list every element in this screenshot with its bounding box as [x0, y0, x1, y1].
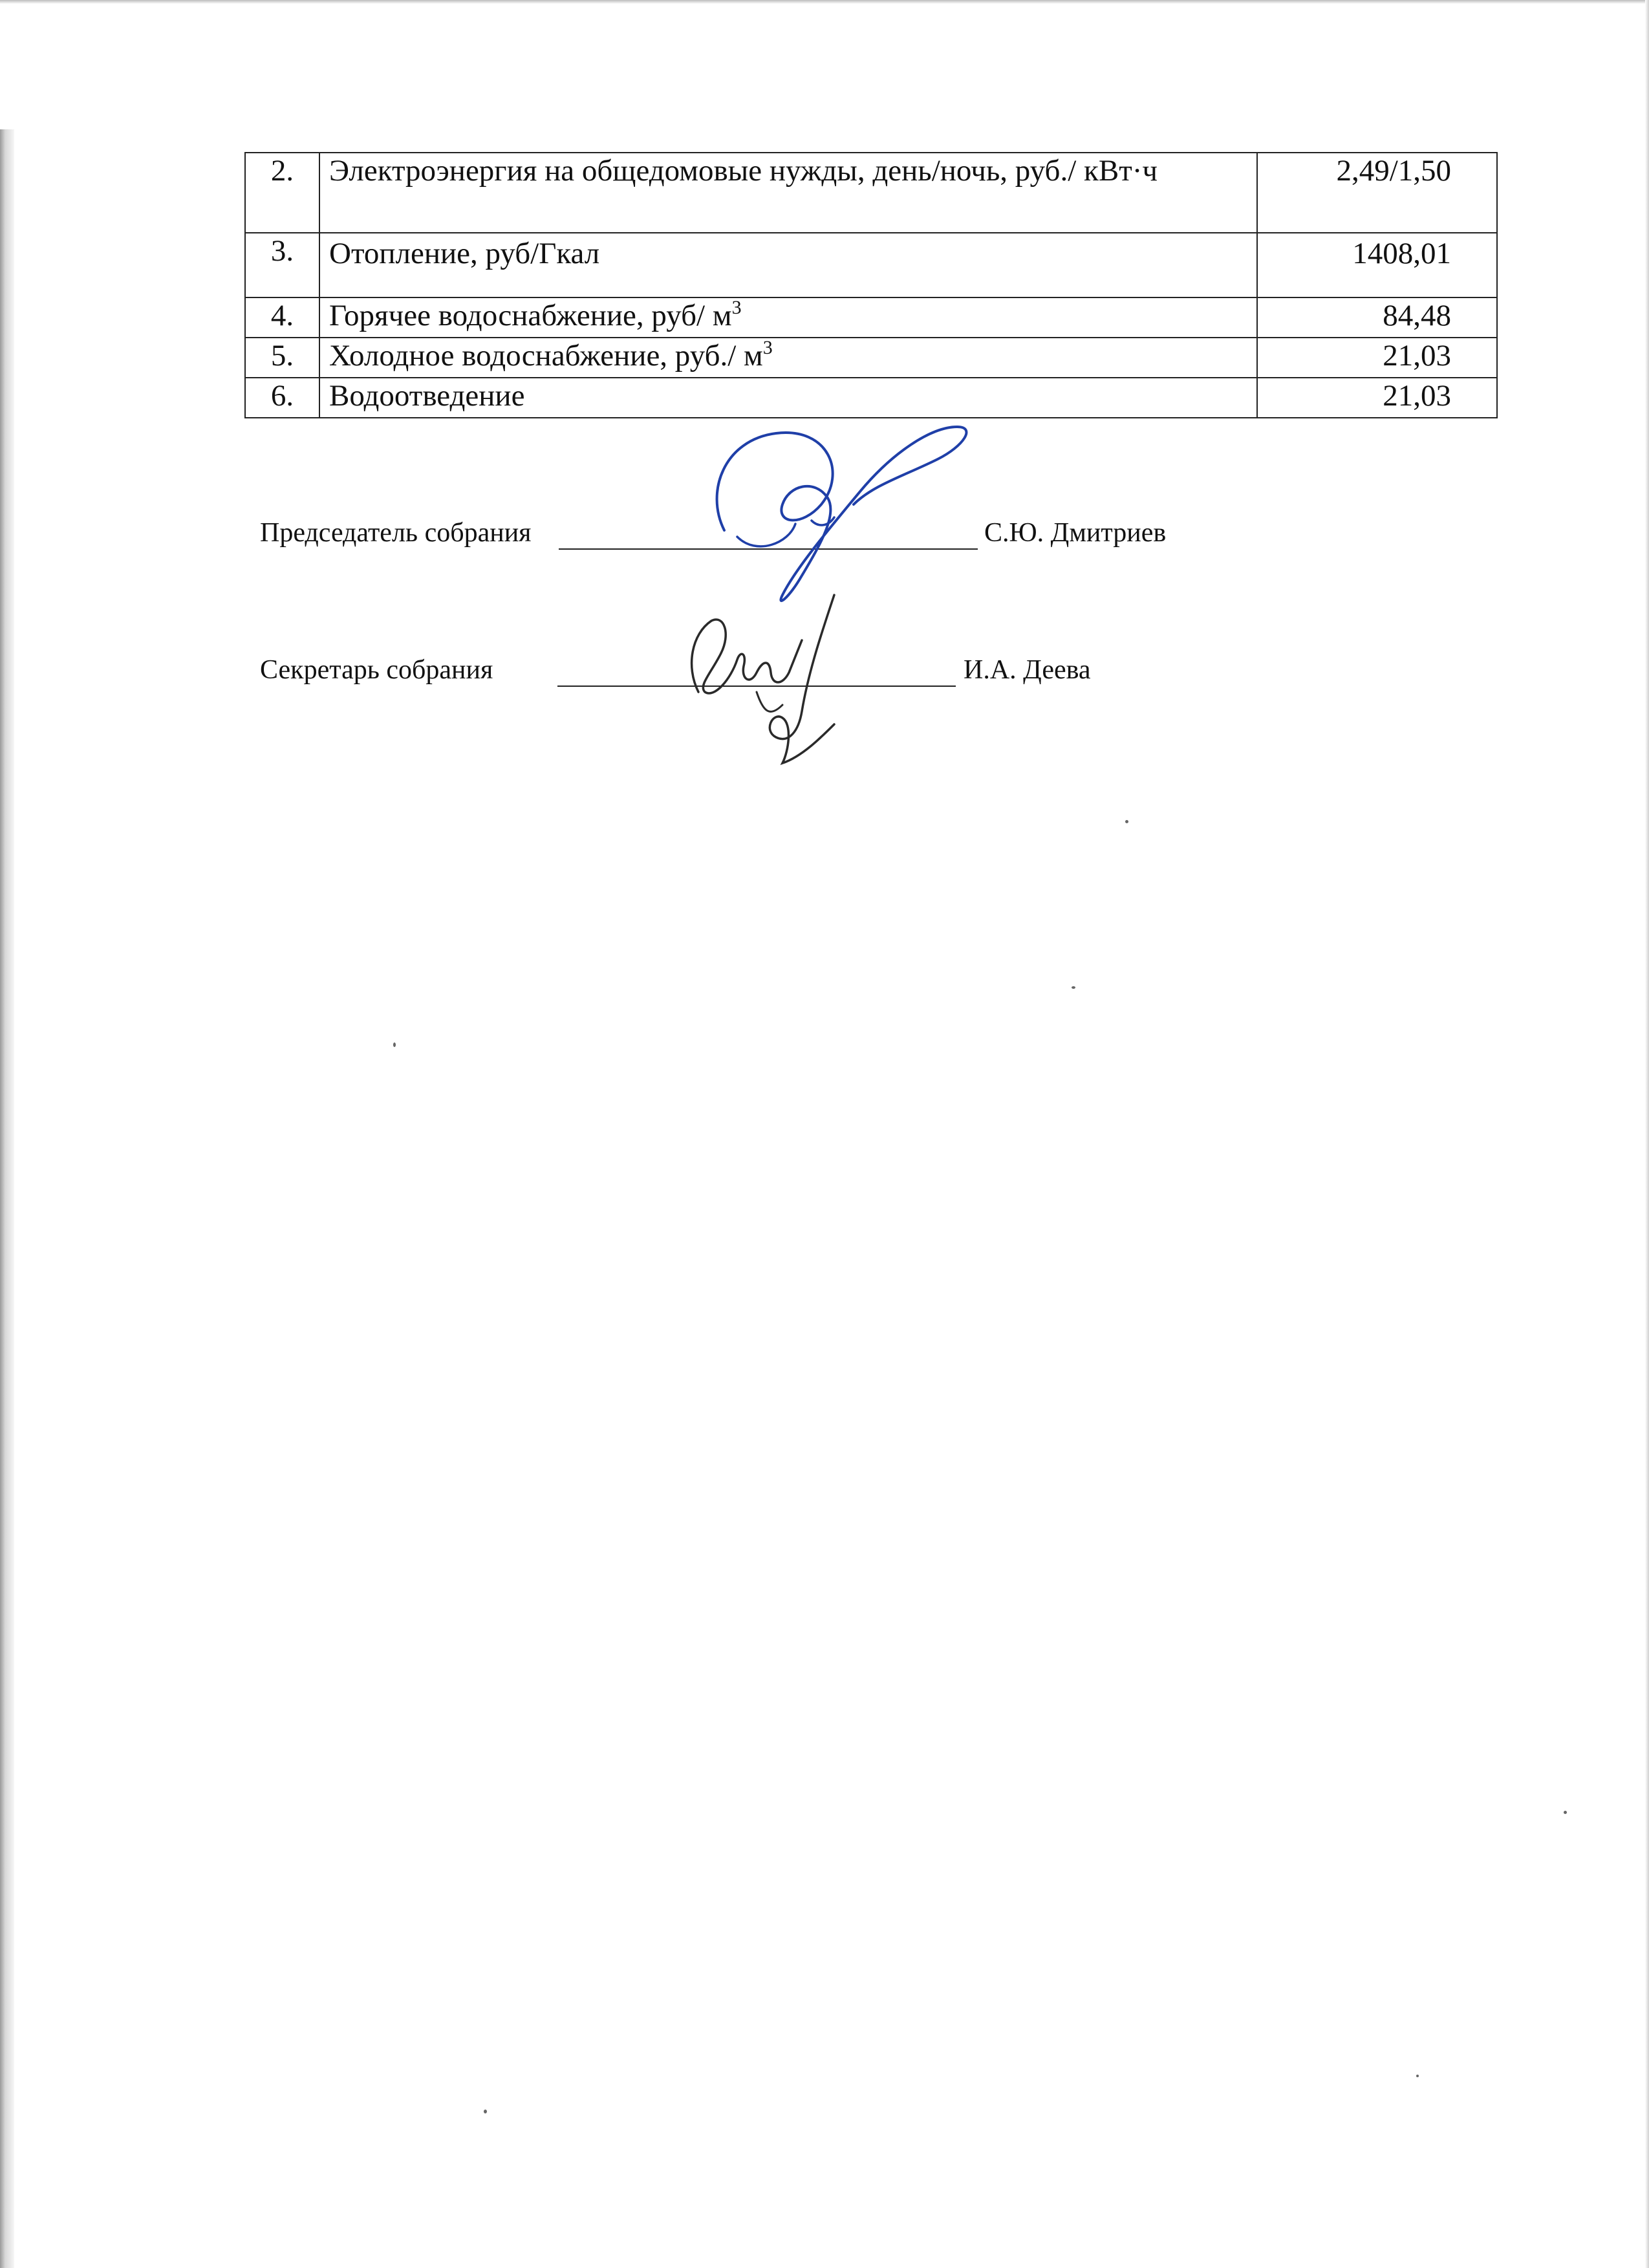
unit-superscript: 3: [762, 337, 773, 358]
scan-speck: [1072, 986, 1075, 989]
scan-speck: [484, 2110, 487, 2113]
table-row: [245, 297, 1497, 338]
row-description: [319, 338, 1257, 378]
unit-superscript: 3: [731, 297, 742, 318]
scan-speck: [1125, 820, 1128, 823]
chairman-role-label: Председатель собрания: [260, 518, 532, 548]
scan-speck: [393, 1042, 396, 1047]
table-row: [245, 153, 1497, 233]
row-number: 6.: [245, 378, 319, 418]
secretary-name: И.А. Деева: [964, 655, 1091, 685]
scan-edge-top: [0, 0, 1649, 4]
row-description: [319, 297, 1257, 338]
scan-speck: [1564, 1811, 1567, 1814]
chairman-name: С.Ю. Дмитриев: [984, 518, 1167, 548]
table-row: [245, 378, 1497, 418]
row-value: 84,48: [1257, 297, 1497, 338]
scan-speck: [1416, 2075, 1419, 2077]
row-description: Отопление, руб/Гкал: [319, 233, 1257, 297]
row-description-text: Горячее водоснабжение, руб/ м: [329, 299, 732, 332]
table-row: [245, 338, 1497, 378]
secretary-role-label: Секретарь собрания: [260, 655, 493, 685]
row-number: 5.: [245, 338, 319, 378]
row-number: 4.: [245, 297, 319, 338]
row-value: 2,49/1,50: [1257, 153, 1497, 233]
row-description-text: Холодное водоснабжение, руб./ м: [329, 339, 763, 373]
scan-edge-left: [0, 129, 14, 2268]
row-number: 2.: [245, 153, 319, 233]
row-description: Водоотведение: [319, 378, 1257, 418]
tariff-table: [244, 152, 1498, 418]
scan-edge-right: [1645, 0, 1649, 2268]
row-value: 21,03: [1257, 378, 1497, 418]
table-row: [245, 233, 1497, 297]
row-number: 3.: [245, 233, 319, 297]
row-value: 1408,01: [1257, 233, 1497, 297]
row-description: Электроэнергия на общедомовые нужды, день/ночь, руб./ кВт·ч: [319, 153, 1257, 233]
secretary-signature: [660, 582, 873, 776]
row-value: 21,03: [1257, 338, 1497, 378]
